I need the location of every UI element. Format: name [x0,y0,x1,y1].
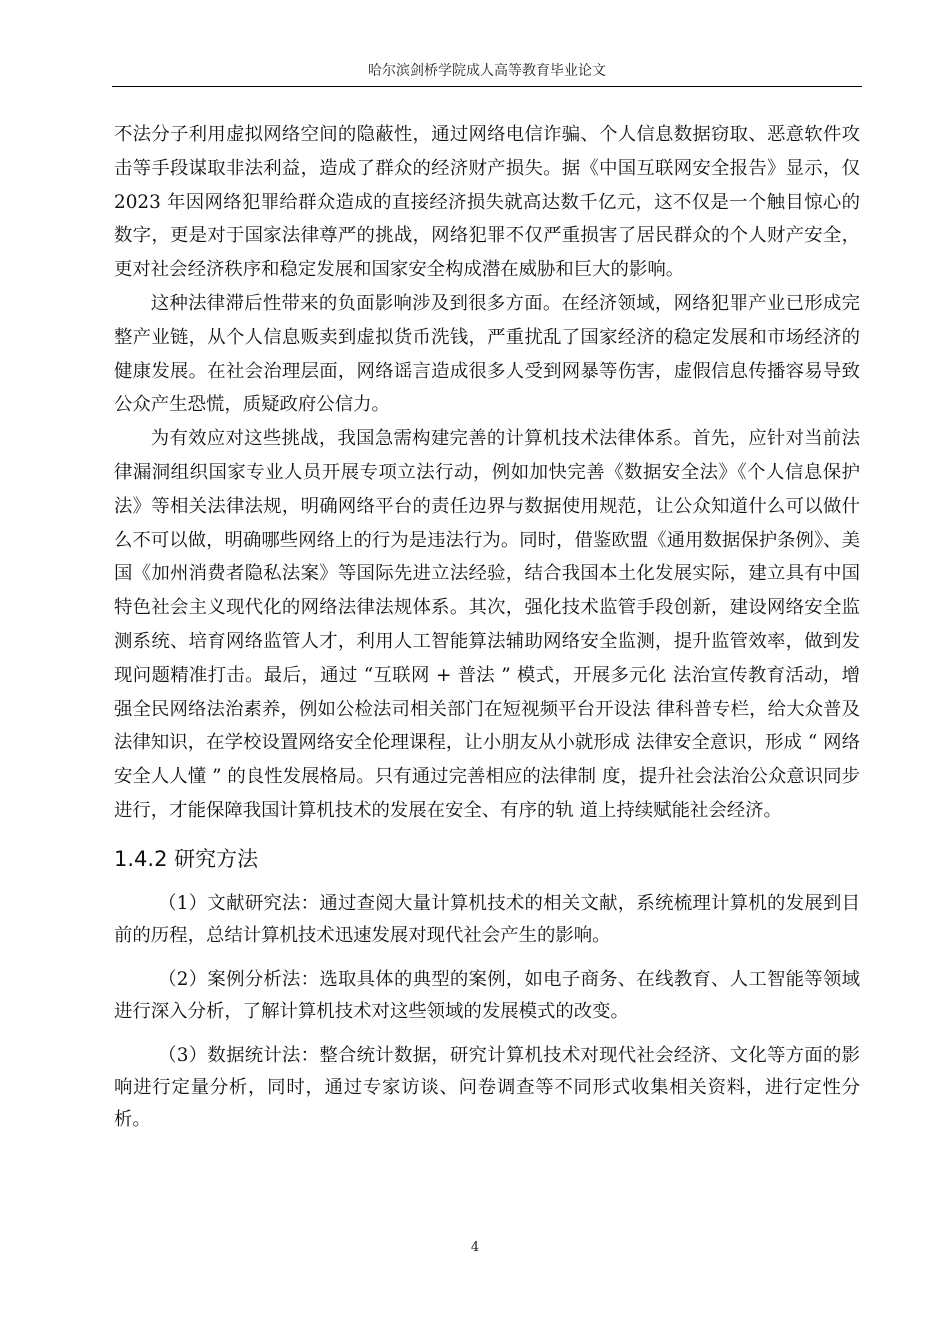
paragraph-continuation: 不法分子利用虚拟网络空间的隐蔽性，通过网络电信诈骗、个人信息数据窃取、恶意软件攻击等手段谋取非法利益，造成了群众的经济财产损失。据《中国互联网安全报告》显示，仅 2023 年因网络犯罪给群众造成的直接经济损失就高达数千亿元，这不仅是一个触目惊心的数字，更是对于国家法律尊严的挑战，网络犯罪不仅严重损害了居民群众的个人财产安全，更对社会经济秩序和稳定发展和国家安全构成潜在威胁和巨大的影响。 [114,124,860,281]
body-text [114,118,860,828]
page-number: 4 [470,1240,480,1255]
page-header [112,62,862,87]
method-literature-research: （1）文献研究法：通过查阅大量计算机技术的相关文献，系统梳理计算机的发展到目前的历程，总结计算机技术迅速发展对现代社会产生的影响。 [114,893,860,946]
section-heading: 1.4.2 研究方法 [114,847,259,871]
header-title: 哈尔滨剑桥学院成人高等教育毕业论文 [368,63,606,79]
paragraph-legal-system: 为有效应对这些挑战，我国急需构建完善的计算机技术法律体系。首先，应针对当前法律漏洞组织国家专业人员开展专项立法行动，例如加快完善《数据安全法》《个人信息保护法》等相关法律法规，明确网络平台的责任边界与数据使用规范，让公众知道什么可以做什么不可以做，明确哪些网络上的行为是违法行为。同时，借鉴欧盟《通用数据保护条例》、美国《加州消费者隐私法案》等国际先进立法经验，结合我国本土化发展实际，建立具有中国特色社会主义现代化的网络法律法规体系。其次，强化技术监管手段创新，建设网络安全监测系统、培育网络监管人才，利用人工智能算法辅助网络安全监测，提升监管效率，做到发现问题精准打击。最后，通过 “互联网 + 普法 ” 模式，开展多元化 法治宣传教育活动，增强全民网络法治素养，例如公检法司相关部门在短视频平台开设法 律科普专栏，给大众普及法律知识，在学校设置网络安全伦理课程，让小朋友从小就形成 法律安全意识，形成 “ 网络安全人人懂 ” 的良性发展格局。只有通过完善相应的法律制 度，提升社会法治公众意识同步进行，才能保障我国计算机技术的发展在安全、有序的轨 道上持续赋能社会经济。 [114,428,860,821]
method-case-analysis: （2）案例分析法：选取具体的典型的案例，如电子商务、在线教育、人工智能等领域进行深入分析，了解计算机技术对这些领域的发展模式的改变。 [114,969,860,1022]
paragraph-legal-lag: 这种法律滞后性带来的负面影响涉及到很多方面。在经济领域，网络犯罪产业已形成完整产业链，从个人信息贩卖到虚拟货币洗钱，严重扰乱了国家经济的稳定发展和市场经济的健康发展。在社会治理层面，网络谣言造成很多人受到网暴等伤害，虚假信息传播容易导致公众产生恐慌，质疑政府公信力。 [114,292,860,416]
method-data-statistics: （3）数据统计法：整合统计数据，研究计算机技术对现代社会经济、文化等方面的影响进行定量分析，同时，通过专家访谈、问卷调查等不同形式收集相关资料，进行定性分析。 [114,1045,860,1130]
research-methods-list [114,888,860,1148]
